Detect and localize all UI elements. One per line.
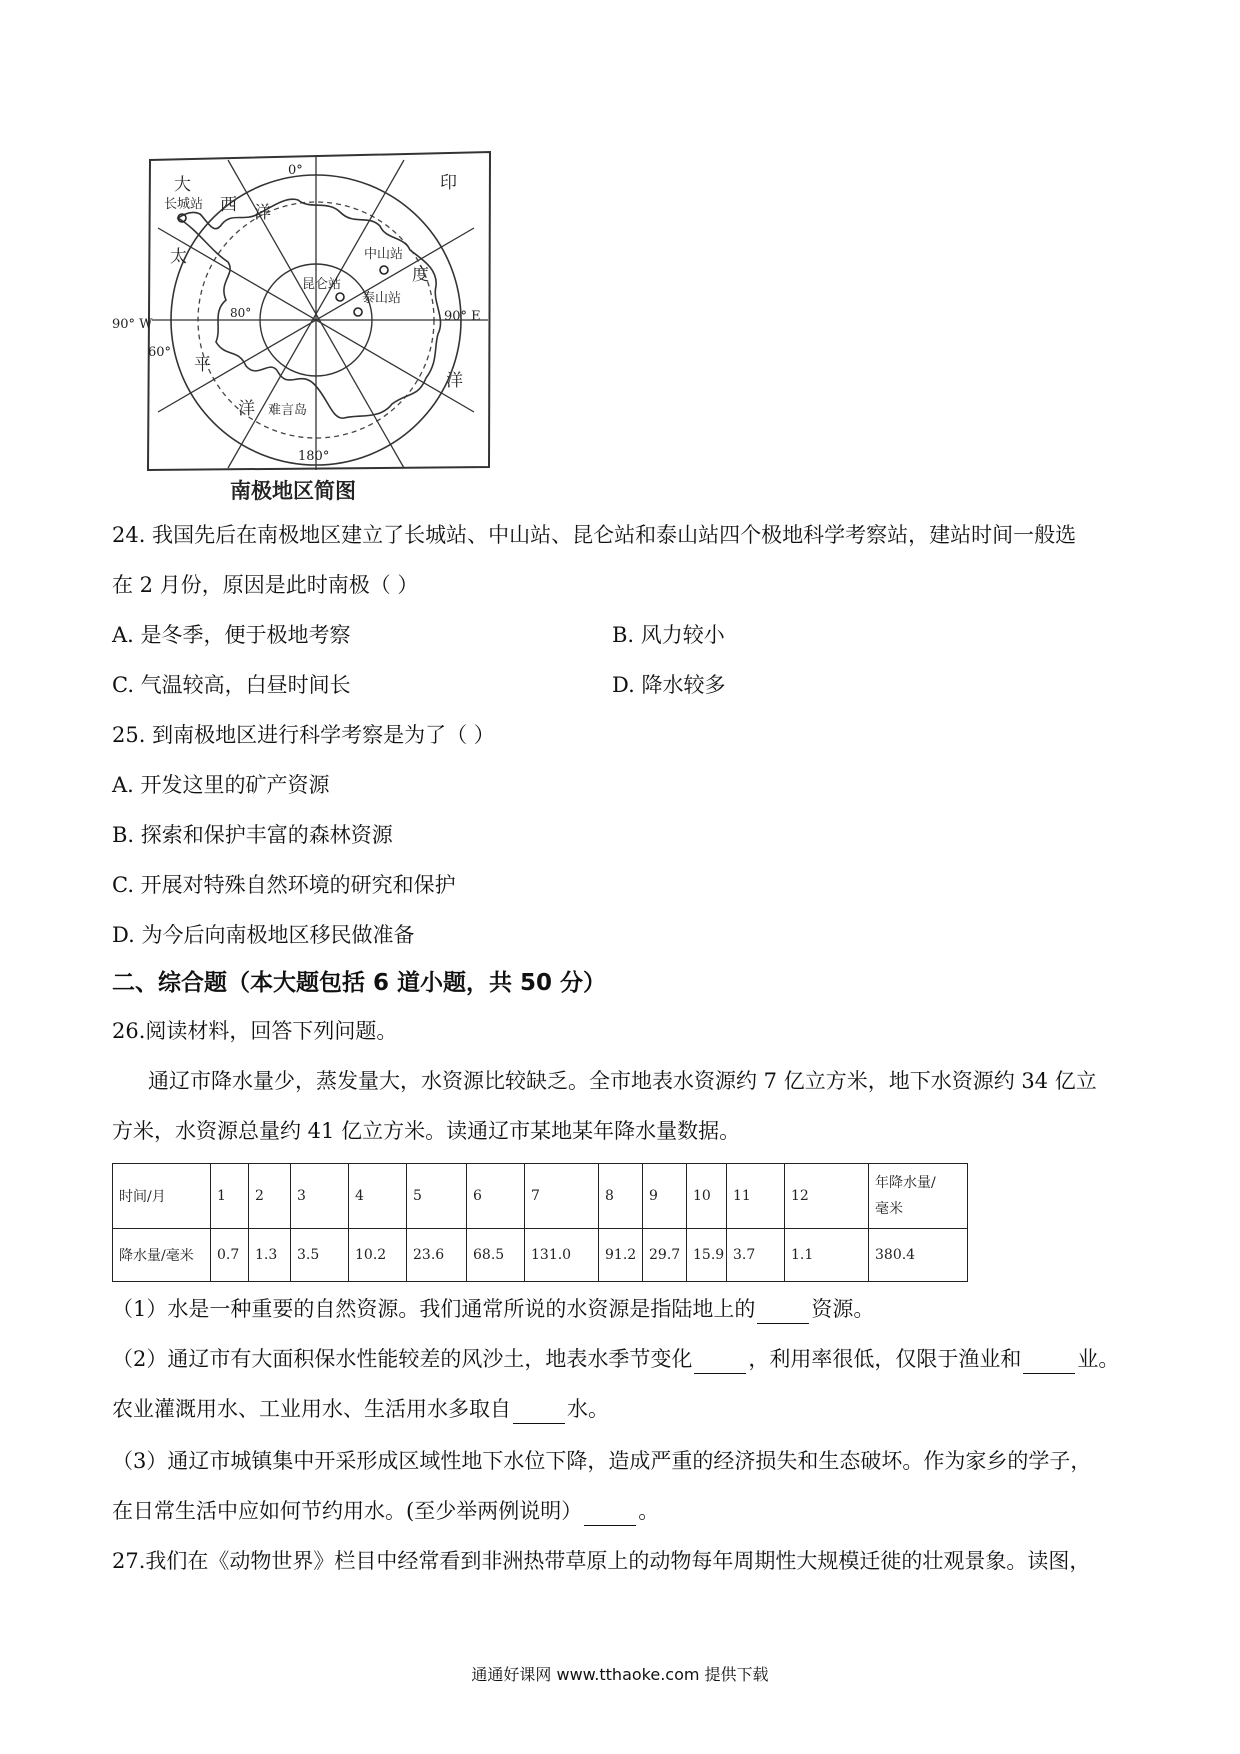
value-11: 3.7 bbox=[727, 1229, 785, 1282]
precipitation-table bbox=[112, 1163, 968, 1282]
label-ocean-ping: 平 bbox=[194, 355, 211, 375]
value-4: 10.2 bbox=[349, 1229, 407, 1282]
q26-sub3-text: 在日常生活中应如何节约用水。(至少举两例说明） bbox=[112, 1499, 583, 1523]
row-label: 降水量/毫米 bbox=[113, 1229, 211, 1282]
label-90w: 90° W bbox=[112, 317, 153, 332]
q24-stem-line1: 24. 我国先后在南极地区建立了长城站、中山站、昆仑站和泰山站四个极地科学考察站，建站时间一般选 bbox=[112, 523, 1077, 547]
month-2: 2 bbox=[249, 1164, 291, 1229]
month-3: 3 bbox=[291, 1164, 349, 1229]
annual-header-line1: 年降水量/ bbox=[875, 1175, 936, 1191]
month-4: 4 bbox=[349, 1164, 407, 1229]
label-ocean-yang-bottom: 洋 bbox=[238, 399, 255, 419]
q26-sub1-text: （1）水是一种重要的自然资源。我们通常所说的水资源是指陆地上的 bbox=[112, 1297, 756, 1321]
table-row-values bbox=[113, 1229, 968, 1282]
month-1: 1 bbox=[211, 1164, 249, 1229]
value-7: 131.0 bbox=[525, 1229, 599, 1282]
month-8: 8 bbox=[599, 1164, 643, 1229]
q24-option-b: B. 风力较小 bbox=[612, 623, 725, 647]
q25-option-d: D. 为今后向南极地区移民做准备 bbox=[112, 923, 415, 947]
kunlun-station-marker bbox=[336, 293, 344, 301]
answer-blank[interactable] bbox=[1023, 1353, 1075, 1374]
q26-material-line2: 方米，水资源总量约 41 亿立方米。读通辽市某地某年降水量数据。 bbox=[112, 1119, 741, 1143]
label-180-deg: 180° bbox=[298, 449, 330, 464]
month-6: 6 bbox=[467, 1164, 525, 1229]
q26-sub2-line2 bbox=[112, 1394, 609, 1424]
value-8: 91.2 bbox=[599, 1229, 643, 1282]
q26-sub3-line1: （3）通辽市城镇集中开采形成区域性地下水位下降，造成严重的经济损失和生态破坏。作为家乡的学子， bbox=[112, 1449, 1092, 1473]
month-11: 11 bbox=[727, 1164, 785, 1229]
annual-header-line2: 毫米 bbox=[875, 1201, 903, 1217]
table-header-label: 时间/月 bbox=[113, 1164, 211, 1229]
label-lat-60: 60° bbox=[148, 345, 172, 360]
q26-sub2-line1 bbox=[112, 1344, 1119, 1374]
month-7: 7 bbox=[525, 1164, 599, 1229]
q27-stem: 27.我们在《动物世界》栏目中经常看到非洲热带草原上的动物每年周期性大规模迁徙的壮观景象。读图， bbox=[112, 1549, 1091, 1573]
table-row-months bbox=[113, 1164, 968, 1229]
q24-option-c: C. 气温较高，白昼时间长 bbox=[112, 673, 351, 697]
label-zhongshan-station: 中山站 bbox=[364, 247, 404, 262]
month-10: 10 bbox=[687, 1164, 727, 1229]
label-changcheng-station: 长城站 bbox=[164, 197, 204, 212]
label-island: 难言岛 bbox=[268, 403, 308, 418]
label-ocean-du: 度 bbox=[412, 265, 429, 285]
value-6: 68.5 bbox=[467, 1229, 525, 1282]
q24-option-d: D. 降水较多 bbox=[612, 673, 726, 697]
q26-sub2-text-e: 水。 bbox=[567, 1397, 609, 1421]
label-90e: 90° E bbox=[444, 309, 481, 324]
value-10: 15.9 bbox=[687, 1229, 727, 1282]
page-footer: 通通好课网 www.tthaoke.com 提供下载 bbox=[471, 1665, 769, 1684]
annual-value: 380.4 bbox=[869, 1229, 968, 1282]
q26-sub2-text-d: 农业灌溉用水、工业用水、生活用水多取自 bbox=[112, 1397, 511, 1421]
q26-sub2-text-a: （2）通辽市有大面积保水性能较差的风沙土，地表水季节变化 bbox=[112, 1347, 693, 1371]
value-2: 1.3 bbox=[249, 1229, 291, 1282]
label-taishan-station: 泰山站 bbox=[362, 291, 402, 306]
q24-stem-line2: 在 2 月份，原因是此时南极（ ） bbox=[112, 573, 419, 597]
month-9: 9 bbox=[643, 1164, 687, 1229]
value-12: 1.1 bbox=[785, 1229, 869, 1282]
section-2-heading: 二、综合题（本大题包括 6 道小题，共 50 分） bbox=[112, 970, 607, 996]
answer-blank[interactable] bbox=[694, 1353, 746, 1374]
map-caption: 南极地区简图 bbox=[230, 478, 356, 503]
label-ocean-xi: 西 bbox=[220, 195, 237, 215]
q26-sub1-tail: 资源。 bbox=[811, 1297, 875, 1321]
q26-sub3-line2 bbox=[112, 1496, 659, 1526]
q26-stem: 26.阅读材料，回答下列问题。 bbox=[112, 1019, 398, 1043]
month-12: 12 bbox=[785, 1164, 869, 1229]
q25-option-c: C. 开展对特殊自然环境的研究和保护 bbox=[112, 873, 456, 897]
label-0-deg: 0° bbox=[288, 163, 303, 178]
q26-sub2-text-c: 业。 bbox=[1077, 1347, 1120, 1371]
q24-option-a: A. 是冬季，便于极地考察 bbox=[112, 623, 351, 647]
antarctic-map bbox=[112, 152, 498, 507]
label-ocean-yang-top: 洋 bbox=[254, 203, 271, 223]
zhongshan-station-marker bbox=[380, 266, 388, 274]
label-ocean-da: 大 bbox=[174, 175, 191, 195]
q25-stem: 25. 到南极地区进行科学考察是为了（ ） bbox=[112, 723, 495, 747]
value-1: 0.7 bbox=[211, 1229, 249, 1282]
taishan-station-marker bbox=[354, 308, 362, 316]
q26-sub3-tail: 。 bbox=[638, 1499, 660, 1523]
annual-header bbox=[869, 1164, 968, 1229]
q25-option-a: A. 开发这里的矿产资源 bbox=[112, 773, 330, 797]
label-ocean-yang-right: 洋 bbox=[446, 371, 463, 391]
answer-blank[interactable] bbox=[584, 1505, 636, 1526]
q26-sub1 bbox=[112, 1294, 874, 1324]
label-ocean-tai: 太 bbox=[170, 247, 187, 267]
answer-blank[interactable] bbox=[757, 1303, 809, 1324]
antarctic-map-figure bbox=[112, 152, 498, 511]
month-5: 5 bbox=[407, 1164, 467, 1229]
q25-option-b: B. 探索和保护丰富的森林资源 bbox=[112, 823, 393, 847]
q26-material-line1: 通辽市降水量少，蒸发量大，水资源比较缺乏。全市地表水资源约 7 亿立方米，地下水资源约 34 亿立 bbox=[148, 1069, 1097, 1093]
q26-sub2-text-b: ，利用率很低，仅限于渔业和 bbox=[748, 1347, 1022, 1371]
label-ocean-yin: 印 bbox=[440, 173, 457, 193]
value-9: 29.7 bbox=[643, 1229, 687, 1282]
value-5: 23.6 bbox=[407, 1229, 467, 1282]
answer-blank[interactable] bbox=[513, 1403, 565, 1424]
label-kunlun-station: 昆仑站 bbox=[302, 277, 342, 292]
value-3: 3.5 bbox=[291, 1229, 349, 1282]
label-lat-80: 80° bbox=[230, 306, 252, 320]
